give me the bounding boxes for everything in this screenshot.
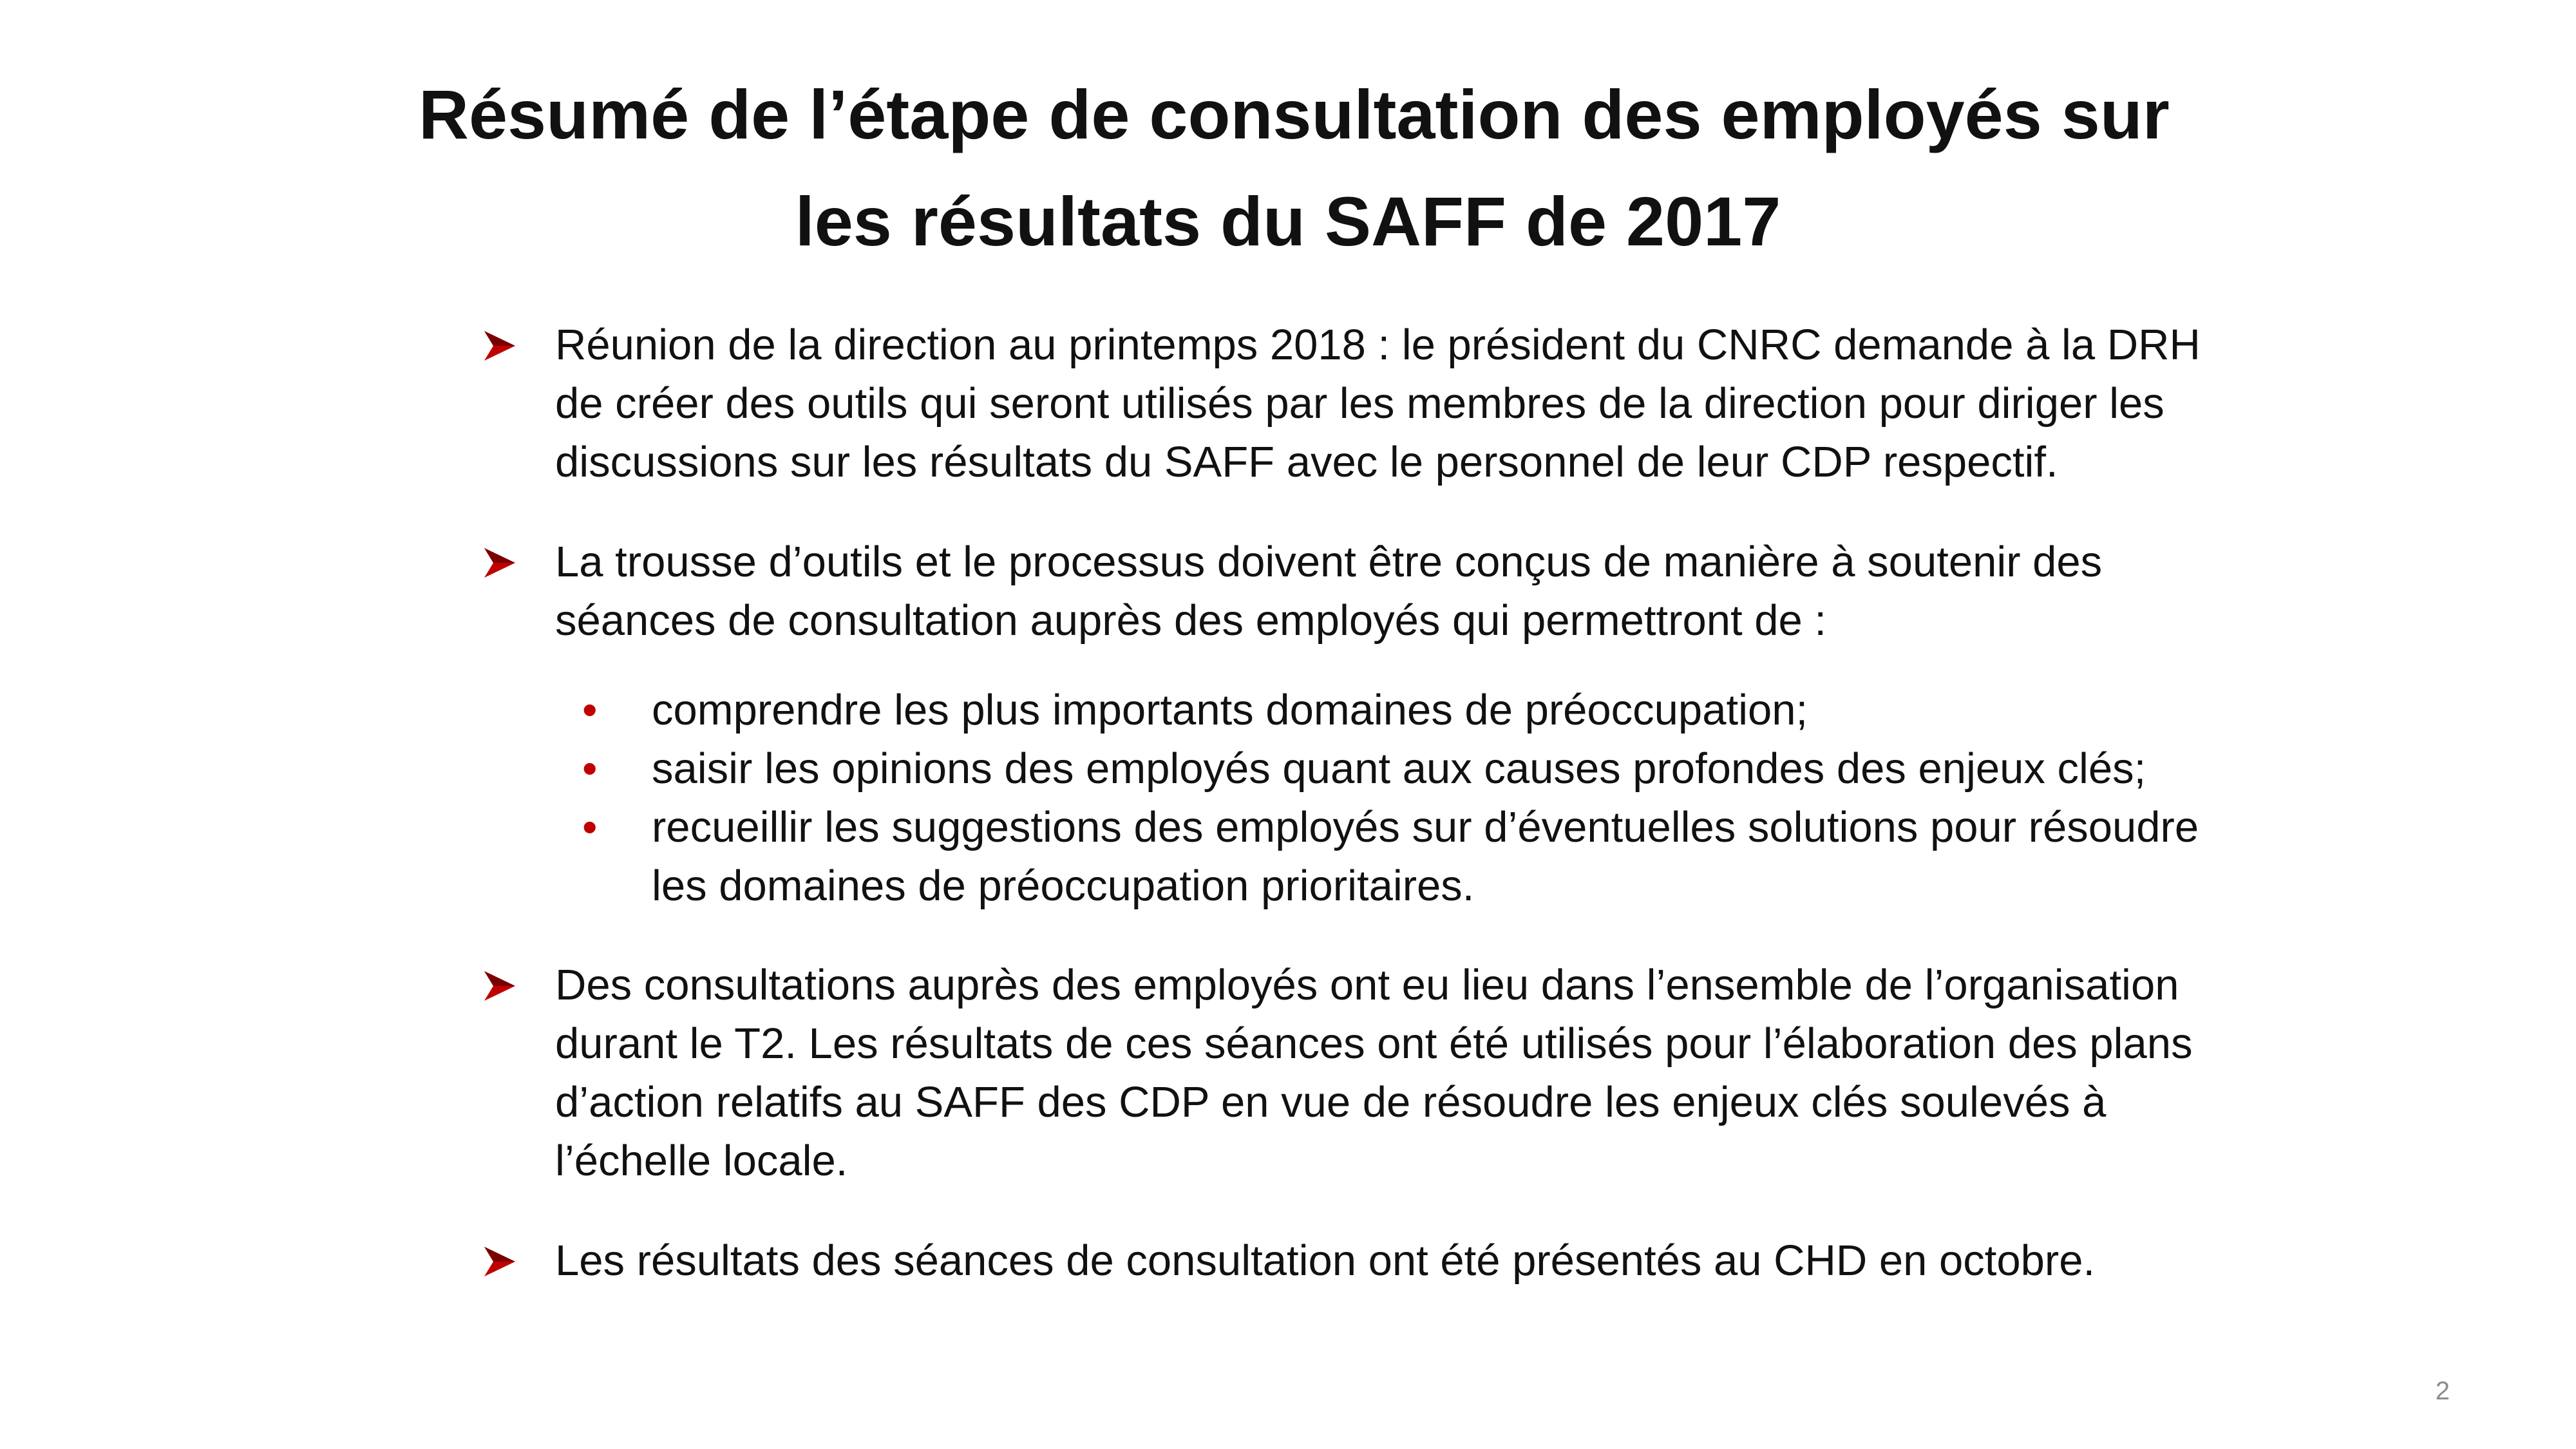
red-dot-bullet-icon: • [582,686,598,734]
bullet-point-4-text: Les résultats des séances de consultation ont été présentés au CHD en octobre. [555,1236,2096,1285]
slide-title-line-2: les résultats du SAFF de 2017 [795,182,1781,260]
red-dot-bullet-icon: • [582,744,598,793]
sub-bullet-3 [582,798,2248,915]
bullet-point-1-text: Réunion de la direction au printemps 2018 : le président du CNRC demande à la DRH de créer des outils qui seront utilisés par les membres de la direction pour diriger les discussions sur les résultats du SAFF avec le personnel de leur CDP respectif. [555,321,2201,486]
bullet-list [483,316,2248,1290]
arrow-bullet-icon [483,330,516,362]
arrow-bullet-icon [483,547,516,579]
red-dot-bullet-icon: • [582,803,598,851]
bullet-point-4 [483,1231,2248,1290]
bullet-point-2-text: La trousse d’outils et le processus doivent être conçus de manière à soutenir des séances de consultation auprès des employés qui permettront de : [555,538,2103,645]
bullet-point-3-text: Des consultations auprès des employés ont eu lieu dans l’ensemble de l’organisation durant le T2. Les résultats de ces séances ont été utilisés pour l’élaboration des plans d’action relatifs au SAFF des CDP en vue de résoudre les enjeux clés soulevés à l’échelle locale. [555,961,2193,1185]
bullet-point-2 [483,533,2248,915]
arrow-bullet-icon [483,1245,516,1278]
sub-bullet-1 [582,681,2248,739]
arrow-bullet-icon [483,970,516,1002]
bullet-point-1 [483,316,2248,491]
slide-title [419,61,2170,275]
sub-bullet-1-text: comprendre les plus importants domaines de préoccupation; [652,686,1808,734]
sub-bullet-2-text: saisir les opinions des employés quant aux causes profondes des enjeux clés; [652,744,2146,793]
sub-bullet-list [555,681,2248,915]
slide-title-line-1: Résumé de l’étape de consultation des employés sur [419,75,2170,153]
sub-bullet-3-text: recueillir les suggestions des employés sur d’éventuelles solutions pour résoudre les domaines de préoccupation prioritaires. [652,803,2199,910]
bullet-point-3 [483,956,2248,1190]
page-number: 2 [2435,1377,2450,1405]
sub-bullet-2 [582,739,2248,798]
